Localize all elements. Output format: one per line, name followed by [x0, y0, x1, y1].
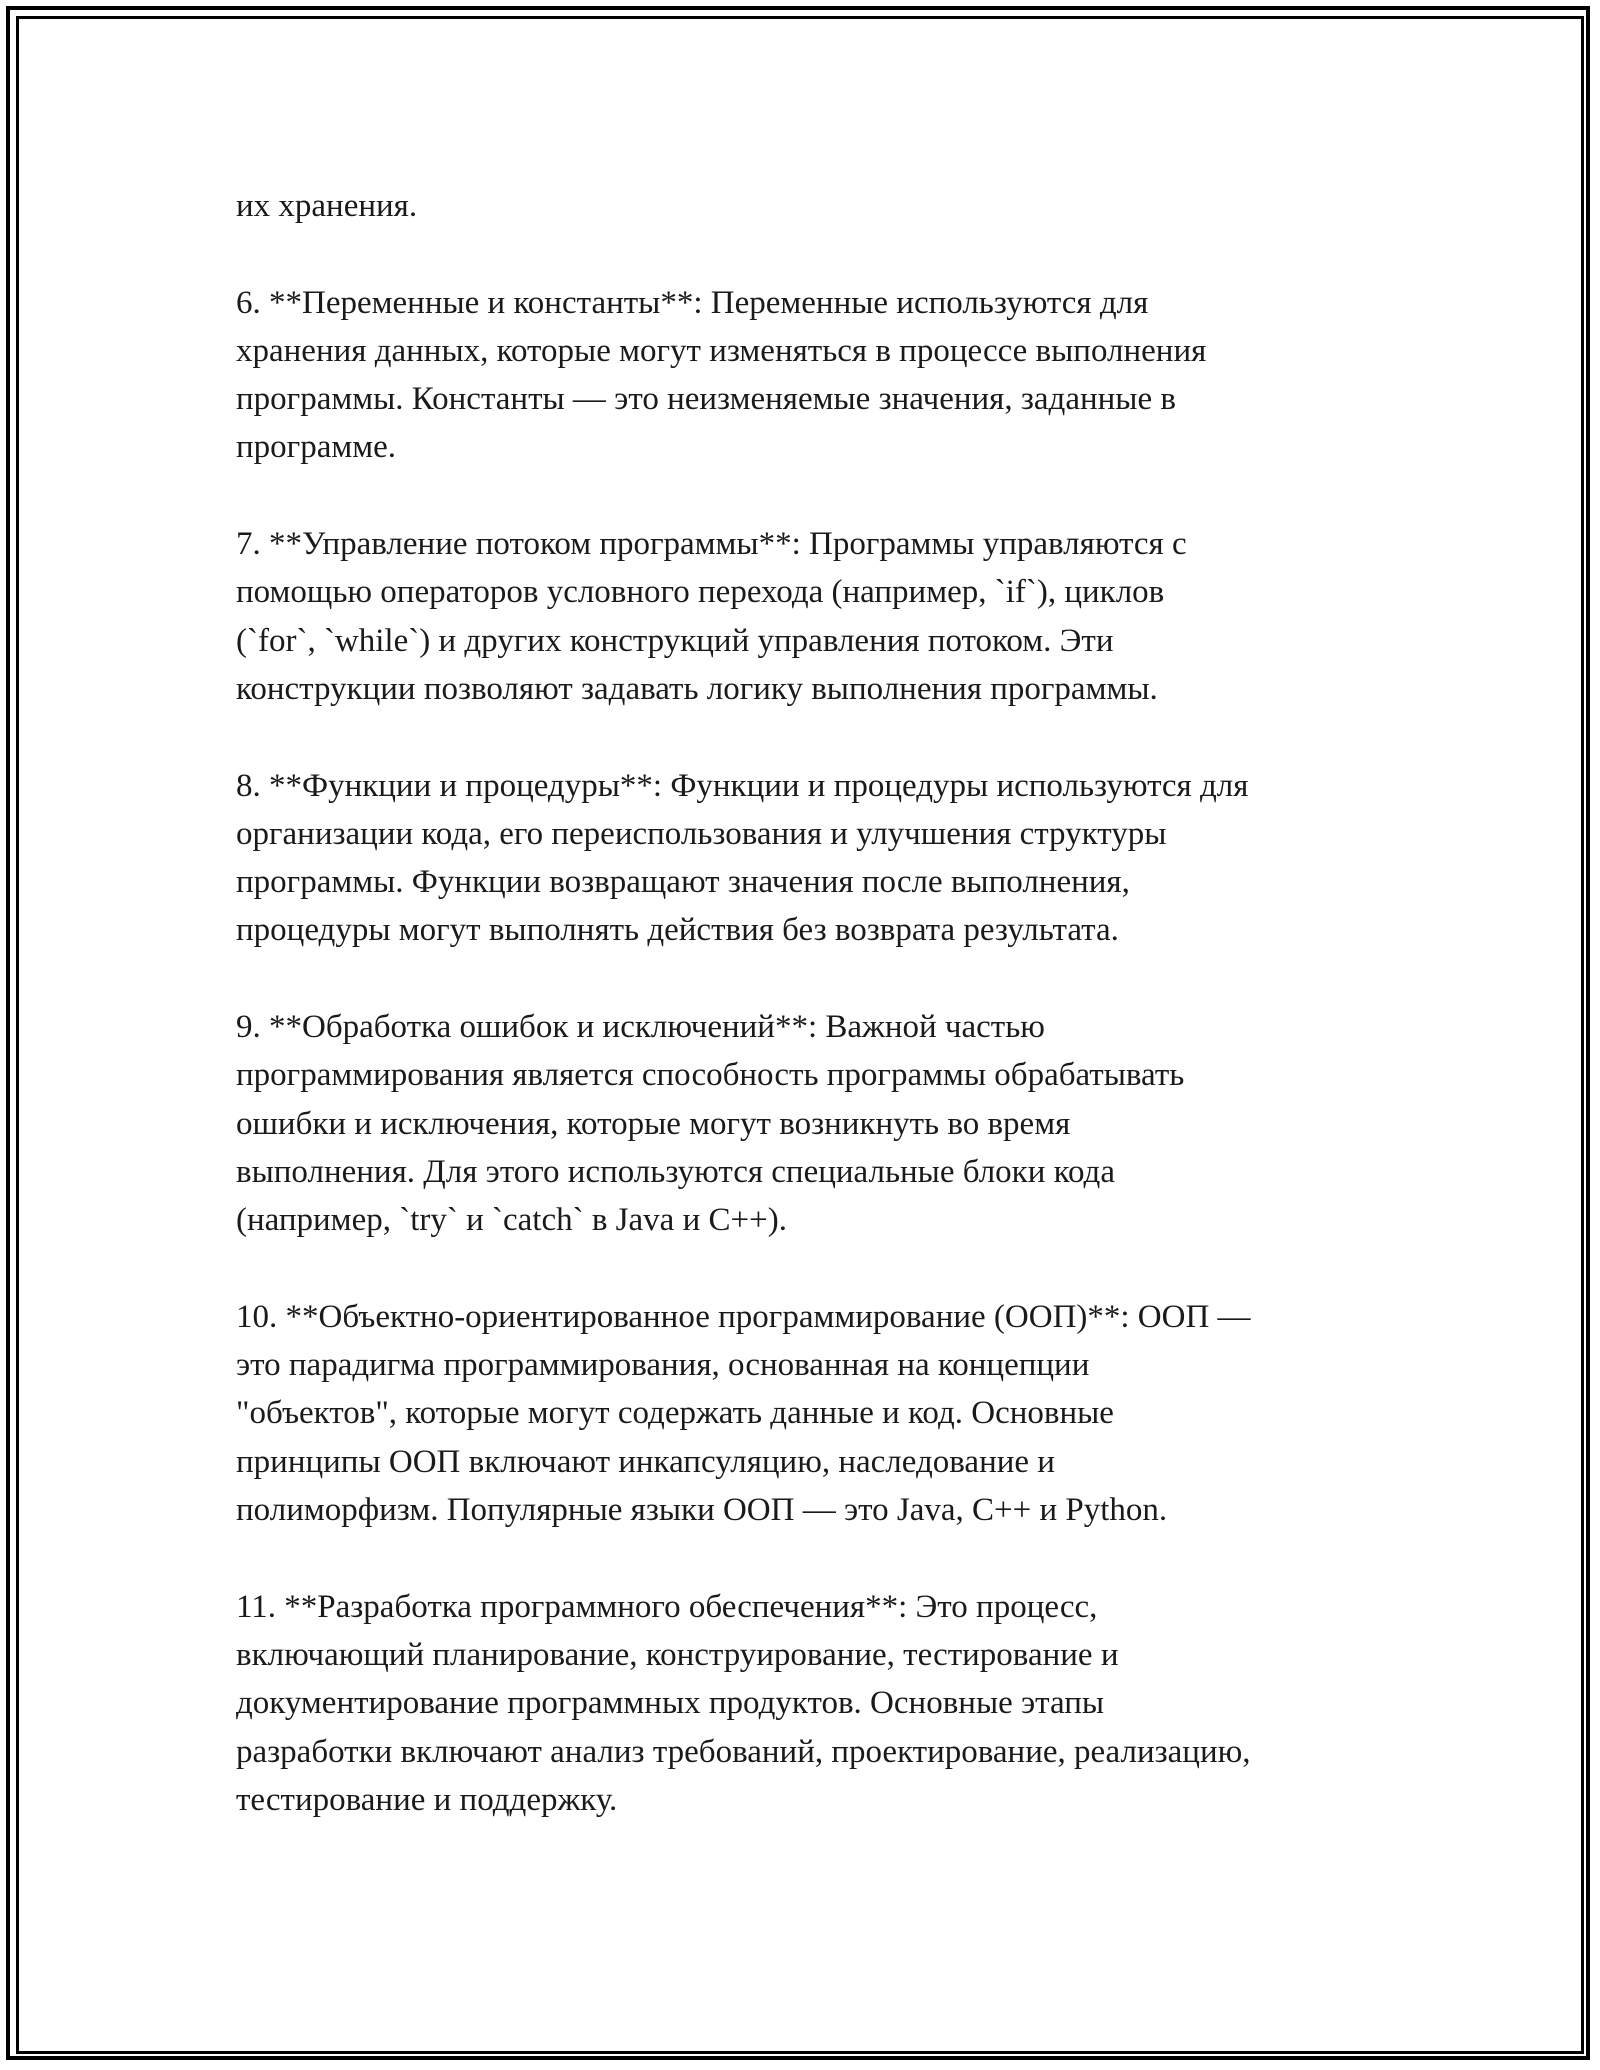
text-line: выполнения. Для этого используются специальные блоки кода [236, 1153, 1115, 1190]
text-line: 9. **Обработка ошибок и исключений**: Важной частью [236, 1009, 1045, 1046]
text-line: 8. **Функции и процедуры**: Функции и процедуры используются для [236, 767, 1249, 804]
text-line: тестирование и поддержку. [236, 1781, 618, 1818]
document-body [236, 182, 1386, 1872]
text-line: принципы ООП включают инкапсуляцию, наследование и [236, 1443, 1055, 1480]
text-line: программирования является способность программы обрабатывать [236, 1057, 1185, 1094]
paragraph-item-9 [236, 1003, 1386, 1244]
text-line: конструкции позволяют задавать логику выполнения программы. [236, 670, 1158, 707]
paragraph-continuation [236, 182, 1386, 230]
text-line: их хранения. [236, 188, 418, 224]
text-line: хранения данных, которые могут изменяться в процессе выполнения [236, 332, 1207, 369]
text-line: 10. **Объектно-ориентированное программирование (ООП)**: ООП — [236, 1298, 1251, 1335]
text-line: процедуры могут выполнять действия без возврата результата. [236, 912, 1119, 949]
text-line: организации кода, его переиспользования и улучшения структуры [236, 815, 1167, 852]
text-line: разработки включают анализ требований, проектирование, реализацию, [236, 1733, 1251, 1770]
text-line: программы. Константы — это неизменяемые значения, заданные в [236, 381, 1176, 418]
text-line: программе. [236, 429, 397, 466]
text-line: полиморфизм. Популярные языки ООП — это Java, C++ и Python. [236, 1492, 1168, 1529]
paragraph-item-8 [236, 762, 1386, 955]
paragraph-item-7 [236, 520, 1386, 713]
text-line: программы. Функции возвращают значения после выполнения, [236, 864, 1130, 901]
text-line: ошибки и исключения, которые могут возникнуть во время [236, 1105, 1071, 1142]
text-line: это парадигма программирования, основанная на концепции [236, 1347, 1090, 1384]
text-line: 7. **Управление потоком программы**: Программы управляются с [236, 526, 1187, 563]
text-line: 11. **Разработка программного обеспечения**: Это процесс, [236, 1588, 1098, 1625]
text-line: (`for`, `while`) и других конструкций управления потоком. Эти [236, 622, 1114, 659]
text-line: документирование программных продуктов. Основные этапы [236, 1685, 1105, 1722]
text-line: включающий планирование, конструирование, тестирование и [236, 1636, 1119, 1673]
text-line: (например, `try` и `catch` в Java и C++). [236, 1202, 787, 1239]
paragraph-item-11 [236, 1583, 1386, 1824]
paragraph-item-6 [236, 279, 1386, 472]
text-line: "объектов", которые могут содержать данные и код. Основные [236, 1395, 1114, 1432]
paragraph-item-10 [236, 1293, 1386, 1534]
text-line: помощью операторов условного перехода (например, `if`), циклов [236, 574, 1165, 611]
text-line: 6. **Переменные и константы**: Переменные используются для [236, 284, 1149, 321]
